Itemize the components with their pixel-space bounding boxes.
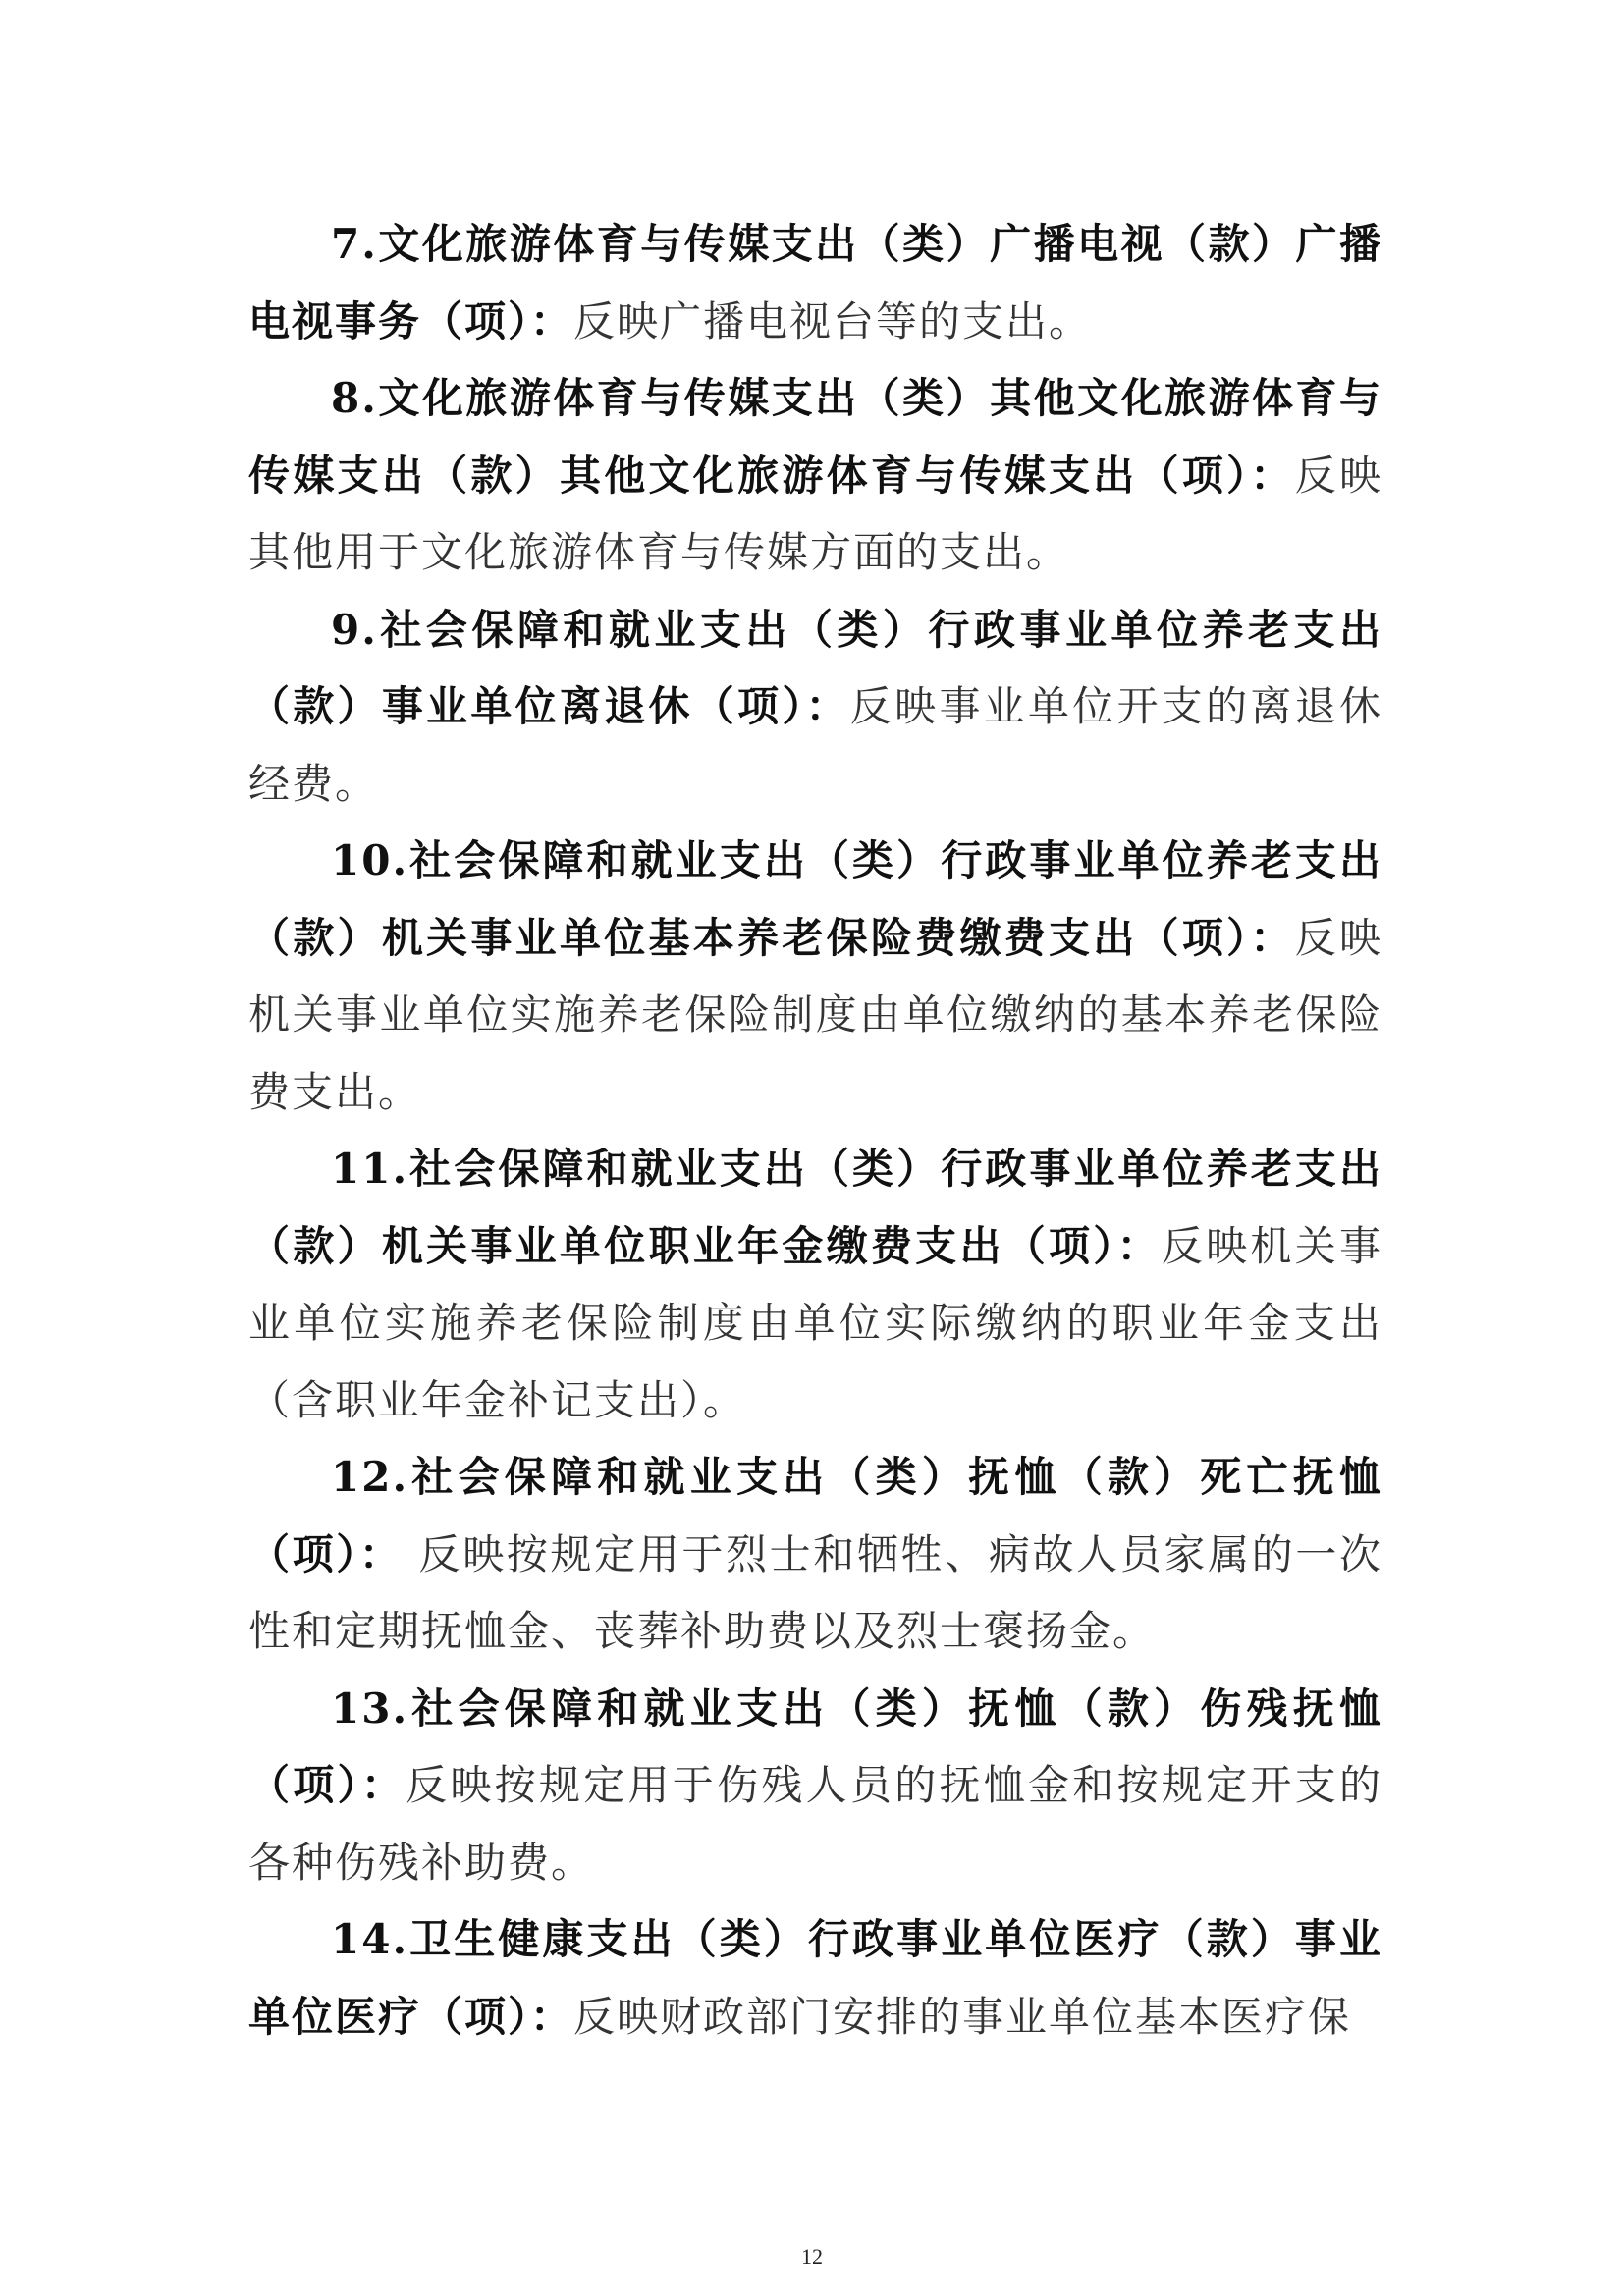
item-heading: 11.社会保障和就业支出（类）行政事业单位养老支出（款）机关事业单位职业年金缴费支出（项）：	[248, 1145, 1382, 1270]
item-description: 反映其他用于文化旅游体育与传媒方面的支出。	[248, 451, 1382, 576]
expenditure-item-11	[248, 1131, 1382, 1439]
item-description: 反映广播电视台等的支出。	[573, 296, 1093, 346]
item-description: 反映按规定用于伤残人员的抚恤金和按规定开支的各种伤残补助费。	[248, 1761, 1382, 1887]
item-heading: 9.社会保障和就业支出（类）行政事业单位养老支出（款）事业单位离退休（项）：	[248, 605, 1382, 730]
item-description: 反映事业单位开支的离退休经费。	[248, 682, 1382, 808]
item-heading: 8.文化旅游体育与传媒支出（类）其他文化旅游体育与传媒支出（款）其他文化旅游体育与传媒支出（项）：	[248, 374, 1382, 500]
expenditure-item-10	[248, 823, 1382, 1131]
document-body	[248, 206, 1382, 2056]
expenditure-item-12	[248, 1439, 1382, 1671]
item-heading: 14.卫生健康支出（类）行政事业单位医疗（款）事业单位医疗（项）：	[248, 1915, 1382, 2041]
item-heading: 12.社会保障和就业支出（类）抚恤（款）死亡抚恤（项）：	[248, 1453, 1382, 1578]
item-heading: 13.社会保障和就业支出（类）抚恤（款）伤残抚恤（项）：	[248, 1683, 1382, 1809]
page-number: 12	[801, 2244, 823, 2269]
item-heading: 7.文化旅游体育与传媒支出（类）广播电视（款）广播电视事务（项）：	[248, 220, 1382, 346]
item-heading: 10.社会保障和就业支出（类）行政事业单位养老支出（款）机关事业单位基本养老保险费缴费支出（项）：	[248, 836, 1382, 962]
expenditure-item-7	[248, 206, 1382, 360]
expenditure-item-8	[248, 360, 1382, 592]
expenditure-item-9	[248, 592, 1382, 824]
item-description: 反映机关事业单位实施养老保险制度由单位实际缴纳的职业年金支出（含职业年金补记支出）。	[248, 1221, 1382, 1424]
item-description: 反映财政部门安排的事业单位基本医疗保	[573, 1992, 1352, 2041]
expenditure-item-13	[248, 1671, 1382, 1902]
item-description: 反映机关事业单位实施养老保险制度由单位缴纳的基本养老保险费支出。	[248, 913, 1382, 1116]
expenditure-item-14	[248, 1901, 1382, 2056]
item-description: 反映按规定用于烈士和牺牲、病故人员家属的一次性和定期抚恤金、丧葬补助费以及烈士褒扬金。	[248, 1529, 1382, 1655]
